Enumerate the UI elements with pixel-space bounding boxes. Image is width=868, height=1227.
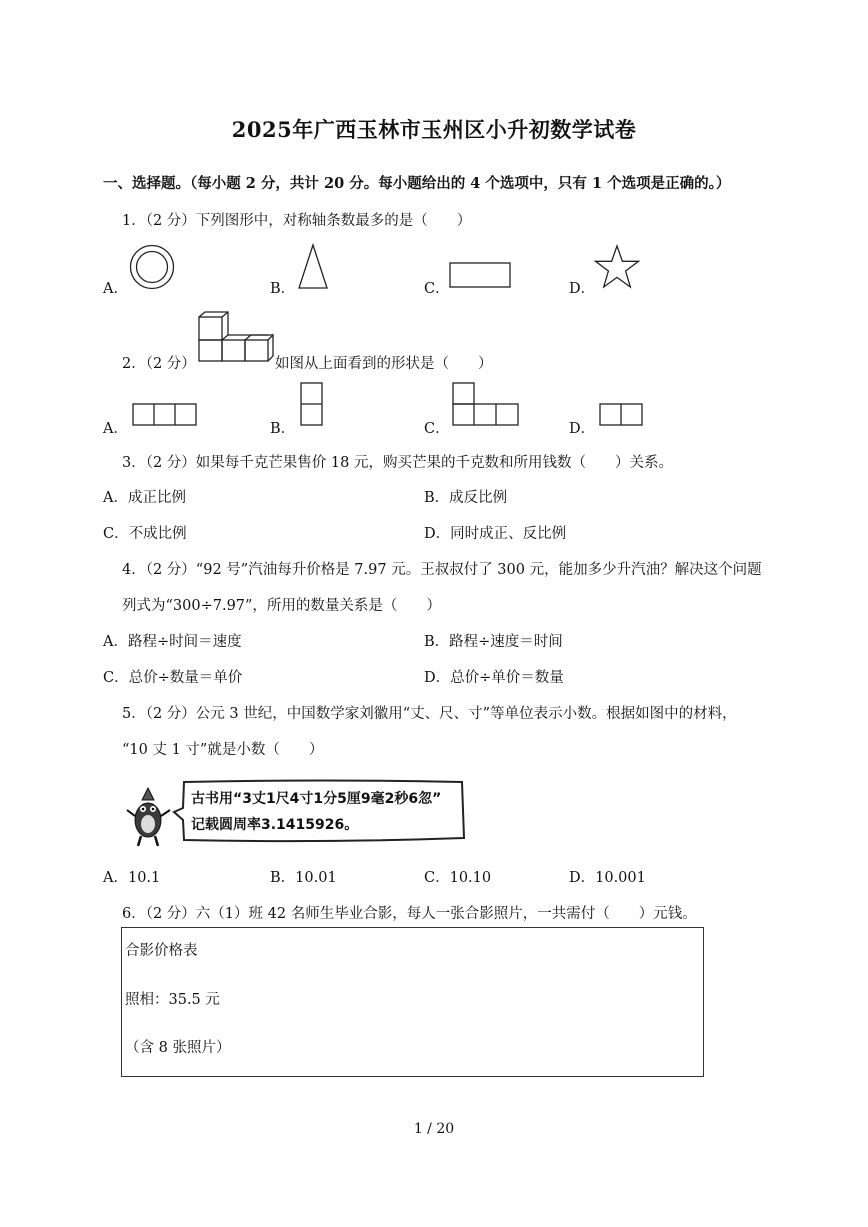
q2-option-b: B． [270,421,296,437]
section-heading: 一、选择题。（每小题 2 分，共计 20 分。每小题给出的 4 个选项中，只有 1 个选项是正确的。） [103,175,731,192]
two-squares-row-icon [599,403,645,427]
q4-option-c: C．总价÷数量＝单价 [103,670,243,686]
q1-option-b: B． [270,281,296,297]
q3-option-d: D．同时成正、反比例 [424,526,567,542]
rectangle-icon [449,262,513,290]
question-2-prefix: 2．（2 分） [122,356,196,372]
q1-option-a: A． [103,281,128,297]
price-table-note: （含 8 张照片） [125,1040,231,1056]
speech-line-1: 古书用“3丈1尺4寸1分5厘9毫2秒6忽” [191,791,442,807]
triangle-icon [297,244,329,290]
q5-option-d: D．10.001 [569,870,646,886]
page-title: 2025年广西玉林市玉州区小升初数学试卷 [231,117,637,142]
three-squares-row-icon [132,403,198,427]
q1-option-d: D． [569,281,596,297]
question-4-line1: 4．（2 分）“92 号”汽油每升价格是 7.97 元。王叔叔付了 300 元，能加多少升汽油？解决这个问题 [122,562,762,578]
q5-option-c: C．10.10 [424,870,492,886]
q5-option-b: B．10.01 [270,870,337,886]
q2-option-d: D． [569,421,596,437]
q4-option-a: A．路程÷时间＝速度 [103,634,242,650]
question-1: 1．（2 分）下列图形中，对称轴条数最多的是（ ） [122,213,472,229]
cube-stack-figure [198,311,274,363]
q4-option-d: D．总价÷单价＝数量 [424,670,564,686]
q3-option-b: B．成反比例 [424,490,508,506]
price-table-price: 照相：35.5 元 [125,992,220,1008]
q3-option-a: A．成正比例 [103,490,186,506]
q4-option-b: B．路程÷速度＝时间 [424,634,563,650]
two-squares-column-icon [300,382,324,427]
price-table-title: 合影价格表 [125,943,198,959]
speech-line-2: 记载圆周率3.1415926。 [191,817,359,833]
q2-option-c: C． [424,421,450,437]
question-2-text: 如图从上面看到的形状是（ ） [275,356,493,372]
question-5-line2: “10 丈 1 寸”就是小数（ ） [122,742,324,758]
q2-option-a: A． [103,421,128,437]
page-number: 1 / 20 [413,1121,455,1137]
concentric-circles-icon [129,244,175,290]
price-table [121,927,704,1077]
question-5-line1: 5．（2 分）公元 3 世纪，中国数学家刘徽用“丈、尺、寸”等单位表示小数。根据如图中的材料， [122,706,737,722]
cartoon-character-illustration [124,786,174,848]
l-shape-squares-icon [452,382,520,427]
q1-option-c: C． [424,281,450,297]
q3-option-c: C．不成比例 [103,526,187,542]
question-4-line2: 列式为“300÷7.97”，所用的数量关系是（ ） [122,598,441,614]
question-6: 6．（2 分）六（1）班 42 名师生毕业合影，每人一张合影照片，一共需付（ ）元钱。 [122,906,697,922]
q5-option-a: A．10.1 [103,870,161,886]
star-icon [595,245,641,291]
question-3: 3．（2 分）如果每千克芒果售价 18 元，购买芒果的千克数和所用钱数（ ）关系。 [122,455,673,471]
